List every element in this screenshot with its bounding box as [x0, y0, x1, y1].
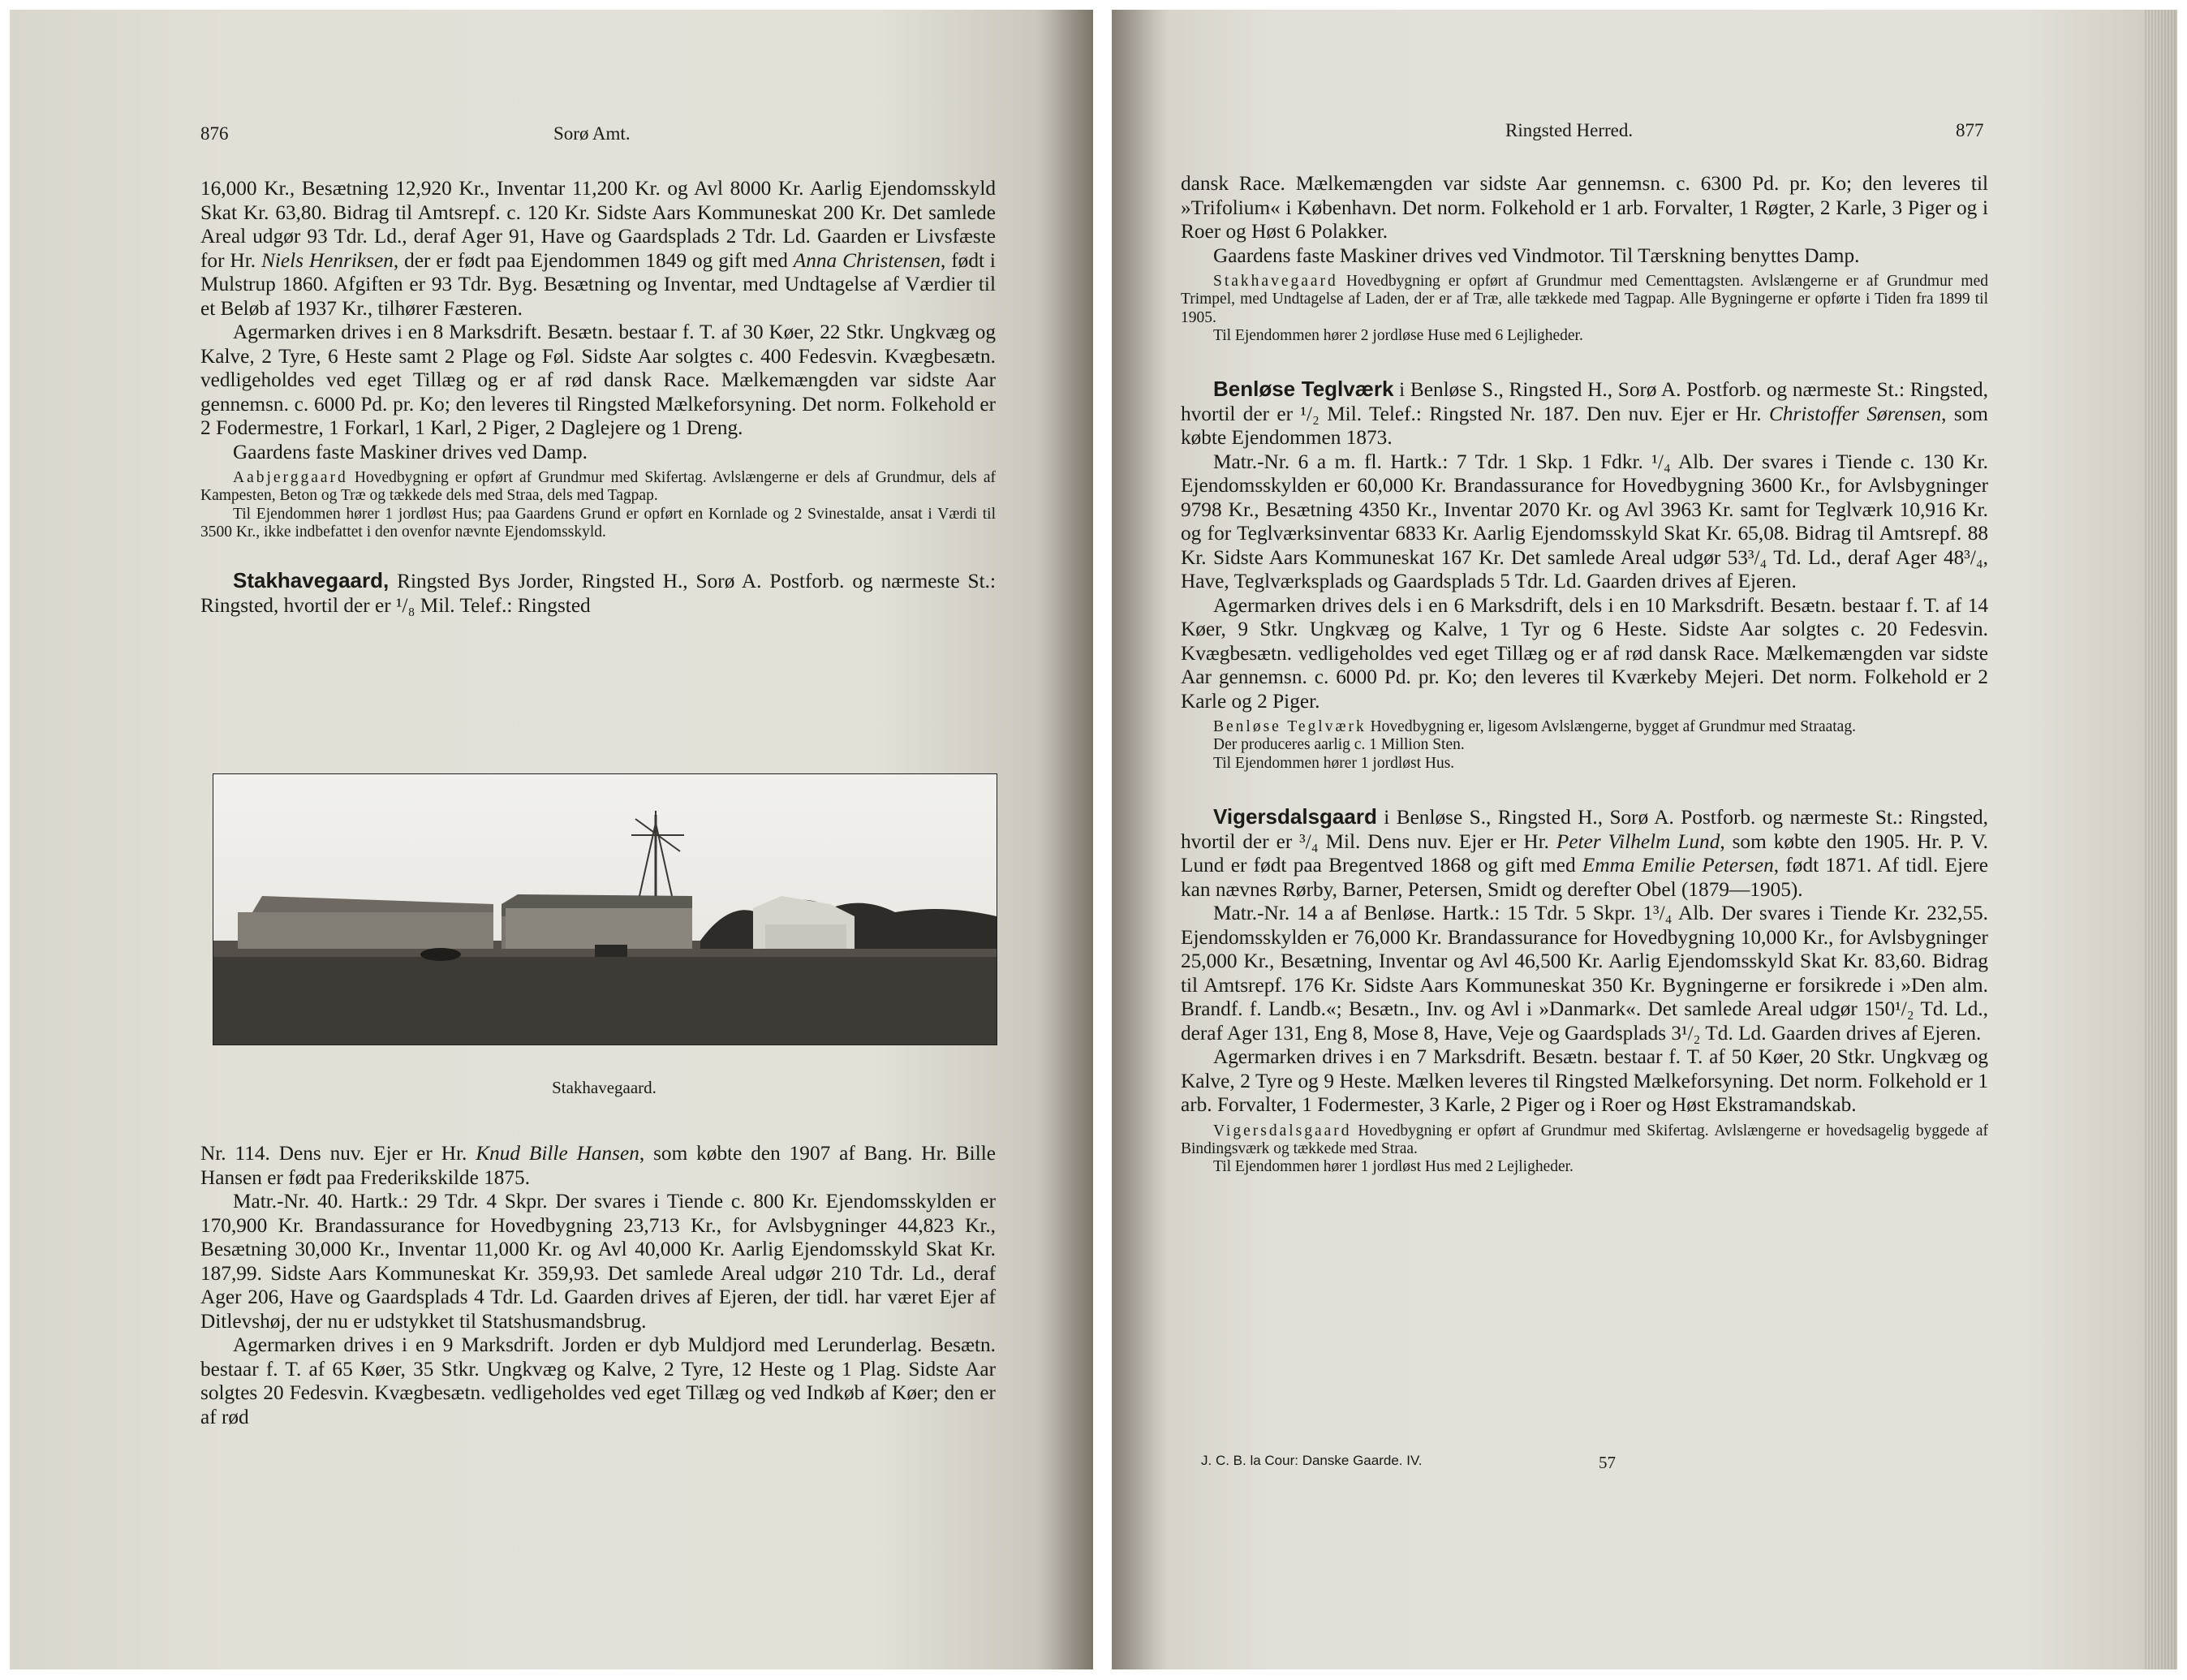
paragraph: Matr.-Nr. 6 a m. fl. Hartk.: 7 Tdr. 1 Skp. 1 Fdkr. ¹/₄ Alb. Der svares i Tiende c. 130 Kr. Ejendomsskylden er 60,000 Kr. Brandassurance for Hovedbygning 3600 Kr., for Avlsbygninger 9798 Kr., Besætning 4350 Kr., Inventar 2070 Kr. og Avl 3963 Kr. samt for Teglværk 10,916 Kr. og for Teglværksinventar 6833 Kr. Aarlig Ejendomsskyld Skat Kr. 65,08. Bidrag til Amtsrepf. 88 Kr. Sidste Aars Kommuneskat 167 Kr. Det samlede Areal udgør 53³/₄ Td. Ld., deraf Ager 48³/₄, Have, Teglværksplads og Gaardsplads 5 Tdr. Ld. Gaarden drives af Ejeren. — [1181, 450, 1988, 593]
paragraph: Agermarken drives i en 7 Marksdrift. Besætn. bestaar f. T. af 50 Køer, 20 Stkr. Ungkvæg og Kalve, 2 Tyre og 9 Heste. Mælken leveres til Ringsted Mælkeforsyning. Det norm. Folkehold er 1 arb. Forvalter, 1 Fodermester, 3 Karle, 2 Piger og i Roer og Høst Ekstramandskab. — [1181, 1045, 1988, 1117]
running-head: Ringsted Herred. — [1505, 120, 1634, 140]
footer-imprint: J. C. B. la Cour: Danske Gaarde. IV. — [1201, 1453, 1423, 1468]
entry-stakhavegaard: Stakhavegaard, Ringsted Bys Jorder, Ringsted H., Sorø A. Postforb. og nærmeste St.: Ringsted, hvortil der er ¹/₈ Mil. Telef.: Ringsted — [200, 568, 996, 617]
page-number: 876 — [200, 123, 229, 144]
page-edges — [2145, 10, 2177, 1669]
paragraph: Agermarken drives i en 8 Marksdrift. Besætn. bestaar f. T. af 30 Køer, 22 Stkr. Ungkvæg og Kalve, 2 Tyre, 6 Heste samt 2 Plage og Føl. Sidste Aar solgtes c. 400 Fedesvin. Kvægbesætn. vedligeholdes ved eget Tillæg og er af rød dansk Race. Mælkemængden var sidste Aar gennemsn. c. 6000 Pd. pr. Ko; den leveres til Ringsted Mælkeforsyning. Det norm. Folkehold er 2 Fodermestre, 1 Forkarl, 1 Karl, 2 Piger, 2 Daglejere og 1 Dreng. — [200, 321, 996, 439]
paragraph: Nr. 114. Dens nuv. Ejer er Hr. Knud Bille Hansen, som købte den 1907 af Bang. Hr. Bille Hansen er født paa Frederikskilde 1875. — [200, 1142, 996, 1189]
farm-photo — [213, 773, 997, 1045]
gutter — [1093, 0, 1112, 1680]
paragraph: 16,000 Kr., Besætning 12,920 Kr., Inventar 11,200 Kr. og Avl 8000 Kr. Aarlig Ejendomsskyld Skat Kr. 63,80. Bidrag til Amtsrepf. c. 120 Kr. Sidste Aars Kommuneskat 200 Kr. Det samlede Areal udgør 93 Tdr. Ld., deraf Ager 91, Have og Gaardsplads 2 Tdr. Ld. Gaarden er Livsfæste for Hr. Niels Henriksen, der er født paa Ejendommen 1849 og gift med Anna Christensen, født i Mulstrup 1860. Afgiften er 93 Tdr. Byg. Besætning og Inventar, med Undtagelse af Værdier til et Beløb af 1937 Kr., tilhører Fæsteren. — [200, 177, 996, 320]
page-number: 877 — [1956, 120, 1984, 140]
paragraph: Agermarken drives i en 9 Marksdrift. Jorden er dyb Muldjord med Lerunderlag. Besætn. bestaar f. T. af 65 Køer, 35 Stkr. Ungkvæg og Kalve, 2 Tyre, 12 Heste og 1 Plag. Sidste Aar solgtes 20 Fedesvin. Kvægbesætn. vedligeholdes ved eget Tillæg og ved Indkøb af Køer; den er af rød — [200, 1333, 996, 1428]
small-print-note: Stakhavegaard Hovedbygning er opført af Grundmur med Cementtagsten. Avlslængerne er af Grundmur med Trimpel, med Undtagelse af Laden, der er af Træ, alle tækkede med Tagpap. Alle Bygningerne er opførte i Tiden fra 1899 til 1905. Til Ejendommen hører 2 jordløse Huse med 6 Lejligheder. — [1181, 273, 1988, 344]
gutter-shadow — [1036, 10, 1093, 1669]
paragraph: Gaardens faste Maskiner drives ved Damp. — [233, 440, 588, 463]
photo-caption: Stakhavegaard. — [552, 1078, 657, 1097]
text-column-top — [200, 177, 996, 618]
small-print-note: Benløse Teglværk Hovedbygning er, ligesom Avlslængerne, bygget af Grundmur med Straatag. Der produceres aarlig c. 1 Million Sten. Til Ejendommen hører 1 jordløst Hus. — [1213, 718, 1856, 772]
left-page — [10, 10, 1093, 1669]
small-print-note: Aabjerggaard Hovedbygning er opført af Grundmur med Skifertag. Avlslængerne er dels af Grundmur, dels af Kampesten, Beton og Træ og tækkede dels med Straa, dels med Tagpap. Til Ejendommen hører 1 jordløst Hus; paa Gaardens Grund er opført en Kornlade og 2 Svinestalde, ansat i Værdi til 3500 Kr., ikke indbefattet i den ovenfor nævnte Ejendomsskyld. — [200, 469, 996, 541]
signature-mark: 57 — [1599, 1453, 1616, 1472]
gutter-shadow — [1112, 10, 1169, 1669]
farm-photo-image — [213, 774, 997, 1045]
paragraph: Matr.-Nr. 40. Hartk.: 29 Tdr. 4 Skpr. Der svares i Tiende c. 800 Kr. Ejendomsskylden er 170,900 Kr. Brandassurance for Hovedbygning 23,713 Kr., for Avlsbygninger 44,823 Kr., Besætning 30,000 Kr., Inventar 11,000 Kr. og Avl 40,000 Kr. Aarlig Ejendomsskyld Skat Kr. 187,99. Sidste Aars Kommuneskat Kr. 359,93. Det samlede Areal udgør 210 Tdr. Ld., deraf Ager 206, Have og Gaardsplads 4 Tdr. Ld. Gaarden drives af Ejeren, der tidl. har været Ejer af Ditlevshøj, der nu er udstykket til Statshusmandsbrug. — [200, 1190, 996, 1333]
paragraph: dansk Race. Mælkemængden var sidste Aar gennemsn. c. 6300 Pd. pr. Ko; den leveres til »Trifolium« i København. Det norm. Folkehold er 1 arb. Forvalter, 1 Røgter, 2 Karle, 3 Piger og i Roer og Høst 6 Polakker. — [1181, 172, 1988, 243]
text-column-bottom — [200, 1142, 996, 1429]
paragraph: Agermarken drives dels i en 6 Marksdrift, dels i en 10 Marksdrift. Besætn. bestaar f. T. af 14 Køer, 9 Stkr. Ungkvæg og Kalve, 1 Tyr og 6 Heste. Sidste Aar solgtes c. 20 Fedesvin. Kvægbesætn. vedligeholdes ved eget Tillæg og er af rød dansk Race. Mælkemængden var sidste Aar gennemsn. c. 6000 Pd. pr. Ko; den leveres til Kværkeby Mejeri. Det norm. Folkehold er 2 Karle og 2 Piger. — [1181, 593, 1988, 713]
text-column — [1181, 172, 1988, 1176]
right-page — [1112, 10, 2177, 1669]
entry-benlose-teglvaerk: Benløse Teglværk i Benløse S., Ringsted H., Sorø A. Postforb. og nærmeste St.: Ringsted, hvortil der er ¹/₂ Mil. Telef.: Ringsted Nr. 187. Den nuv. Ejer er Hr. Christoffer Sørensen, som købte Ejendommen 1873. — [1181, 377, 1988, 450]
paragraph: Gaardens faste Maskiner drives ved Vindmotor. Til Tærskning benyttes Damp. — [1213, 243, 1860, 267]
running-head: Sorø Amt. — [553, 123, 631, 144]
entry-vigersdalsgaard: Vigersdalsgaard i Benløse S., Ringsted H., Sorø A. Postforb. og nærmeste St.: Ringsted, hvortil der er ³/₄ Mil. Dens nuv. Ejer er Hr. Peter Vilhelm Lund, som købte den 1905. Hr. P. V. Lund er født paa Bregentved 1868 og gift med Emma Emilie Petersen, født 1871. Af tidl. Ejere kan nævnes Rørby, Barner, Petersen, Smidt og derefter Obel (1879—1905). — [1181, 804, 1989, 901]
paragraph: Matr.-Nr. 14 a af Benløse. Hartk.: 15 Tdr. 5 Skpr. 1³/₄ Alb. Der svares i Tiende Kr. 232,55. Ejendomsskylden er 76,000 Kr. Brandassurance for Hovedbygning 10,000 Kr., for Avlsbygninger 25,000 Kr., Besætning, Inventar og Avl 46,500 Kr. Aarlig Ejendomsskyld Skat Kr. 83,60. Bidrag til Amtsrepf. 176 Kr. Sidste Aars Kommuneskat 350 Kr. Bygningerne er forsikrede i »Den alm. Brandf. f. Landb.«; Besætn., Inv. og Avl i »Danmark«. Det samlede Areal udgør 150¹/₂ Td. Ld., deraf Ager 131, Eng 8, Mose 8, Have, Veje og Gaardsplads 3¹/₂ Td. Ld. Gaarden drives af Ejeren. — [1181, 902, 1988, 1045]
small-print-note: Vigersdalsgaard Hovedbygning er opført af Grundmur med Skifertag. Avlslængerne er hovedsagelig byggede af Bindingsværk og tækkede med Straa. Til Ejendommen hører 1 jordløst Hus med 2 Lejligheder. — [1181, 1122, 1988, 1176]
